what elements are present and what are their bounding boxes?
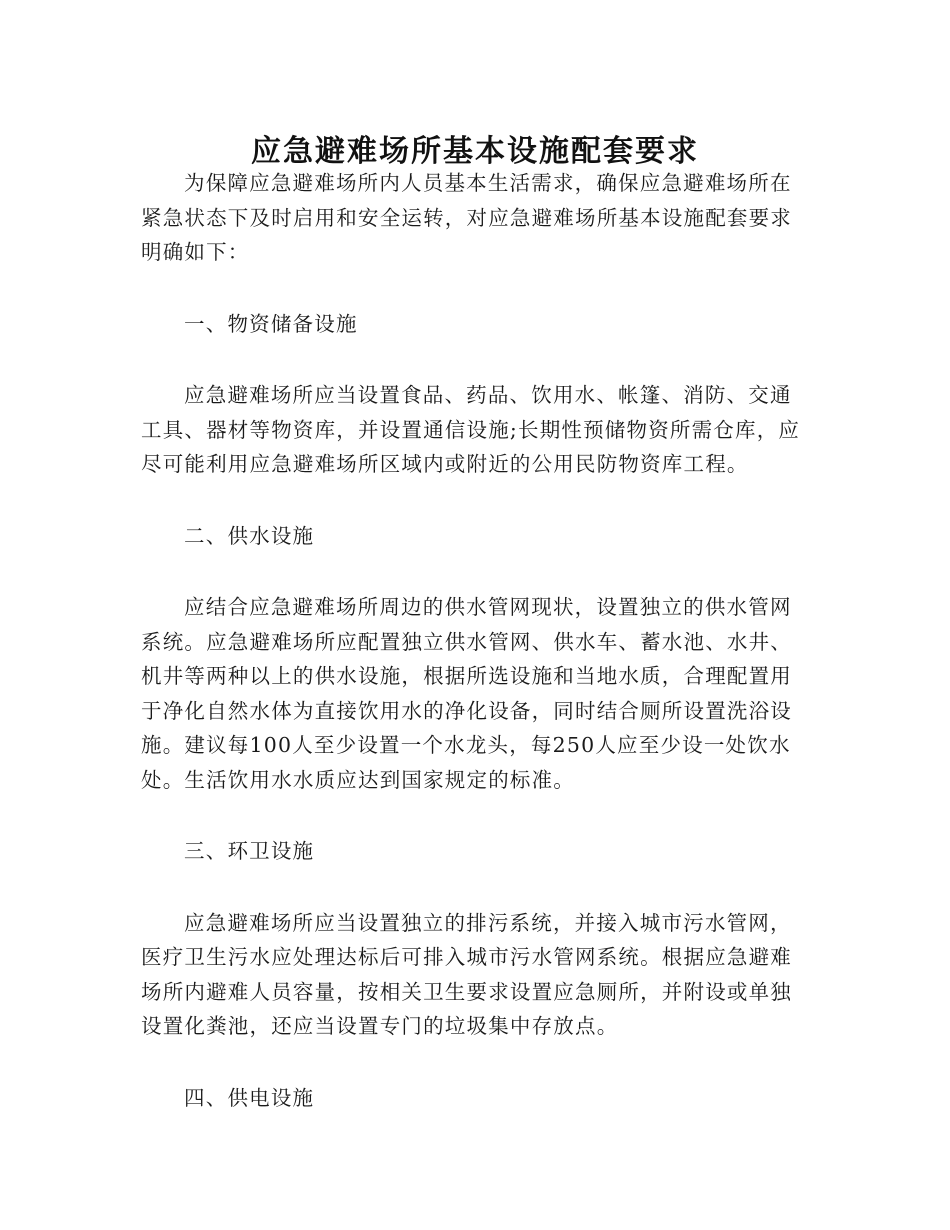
section-heading-supplies: 一、物资储备设施 (184, 311, 358, 336)
intro-paragraph: 为保障应急避难场所内人员基本生活需求，确保应急避难场所在紧急状态下及时启用和安全运转，对应急避难场所基本设施配套要求明确如下： (141, 171, 792, 264)
paragraph-spacer (141, 797, 809, 834)
section-text-supplies: 应急避难场所应当设置食品、药品、饮用水、帐篷、消防、交通工具、器材等物资库，并设置通信设施;长期性预储物资所需仓库，应尽可能利用应急避难场所区域内或附近的公用民防物资库工程。 (141, 383, 801, 476)
section-heading-water: 二、供水设施 (184, 523, 315, 548)
paragraph-spacer (141, 869, 809, 906)
document-title: 应急避难场所基本设施配套要求 (251, 134, 699, 170)
paragraph-spacer (141, 482, 809, 519)
paragraph-spacer (141, 341, 809, 378)
paragraph-spacer (141, 1044, 809, 1081)
paragraph-spacer (141, 270, 809, 307)
document-body (141, 166, 809, 1115)
section-heading-sanitation: 三、环卫设施 (184, 839, 315, 863)
paragraph-spacer (141, 553, 809, 590)
section-text-water: 应结合应急避难场所周边的供水管网现状，设置独立的供水管网系统。应急避难场所应配置独立供水管网、供水车、蓄水池、水井、机井等两种以上的供水设施，根据所选设施和当地水质，合理配置用于净化自然水体为直接饮用水的净化设备，同时结合厕所设置洗浴设施。建议每100人至少设置一个水龙头，每250人应至少设一处饮水处。生活饮用水水质应达到国家规定的标准。 (141, 595, 792, 792)
section-text-sanitation: 应急避难场所应当设置独立的排污系统，并接入城市污水管网，医疗卫生污水应处理达标后可排入城市污水管网系统。根据应急避难场所内避难人员容量，按相关卫生要求设置应急厕所，并附设或单独设置化粪池，还应当设置专门的垃圾集中存放点。 (141, 910, 792, 1038)
section-heading-power: 四、供电设施 (184, 1085, 315, 1110)
